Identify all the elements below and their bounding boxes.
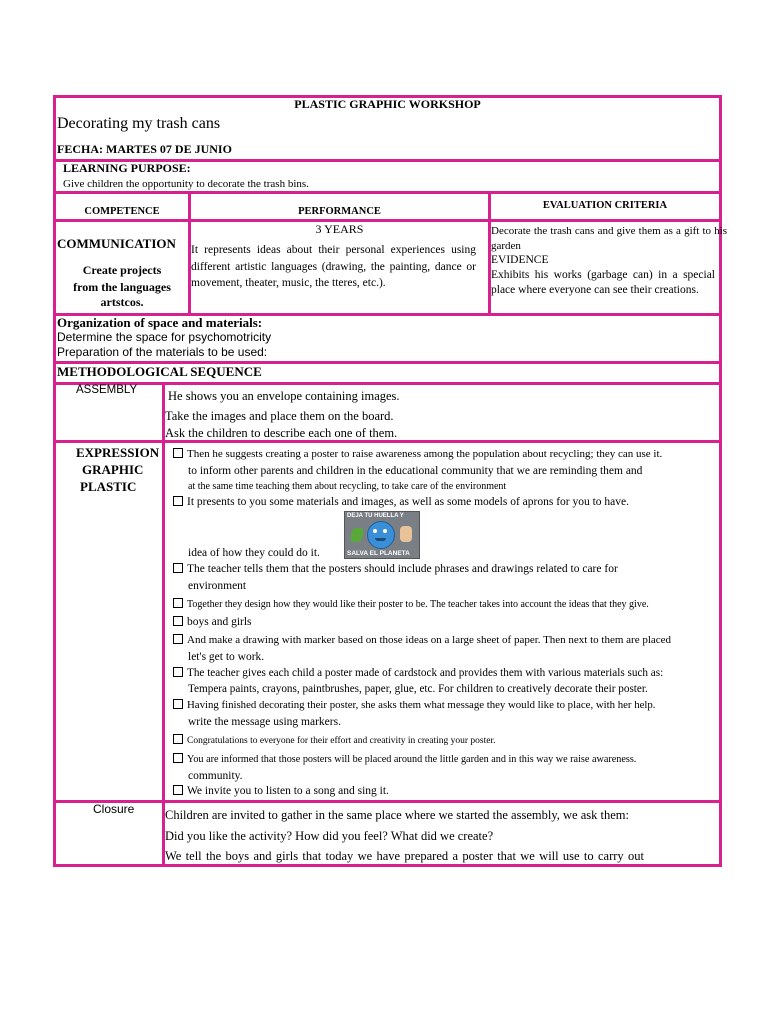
checkbox-bullet-icon: [173, 699, 183, 709]
assembly-label: ASSEMBLY: [76, 384, 138, 396]
hand-icon: [400, 526, 412, 542]
evaluation-criteria-text: Decorate the trash cans and give them as a gift to his garden: [491, 225, 727, 252]
leaf-icon: [351, 528, 363, 542]
list-item-continuation: to inform other parents and children in the educational community that we are reminding them and: [188, 465, 643, 477]
checkbox-bullet-icon: [173, 616, 183, 626]
closure-line-2: Did you like the activity? How did you feel? What did we create?: [165, 829, 494, 843]
list-item-continuation: environment: [188, 580, 247, 592]
performance-header: PERFORMANCE: [298, 206, 381, 217]
checkbox-bullet-icon: [173, 753, 183, 763]
expression-label-2: GRAPHIC: [82, 462, 144, 477]
list-item: You are informed that those posters will be placed around the little garden and in this way we raise awareness.: [173, 752, 636, 767]
closure-label: Closure: [93, 802, 135, 816]
competence-line-1: Create projects: [82, 263, 162, 277]
performance-description: It represents ideas about their personal experiences using different artistic languages (drawing, the painting, dance or movement, theater, music, the tteres, etc.).: [191, 244, 476, 289]
list-item: Congratulations to everyone for their effort and creativity in creating your poster.: [173, 734, 495, 749]
list-item-continuation: Tempera paints, crayons, paintbrushes, paper, glue, etc. For children to creatively decorate their poster.: [188, 683, 648, 695]
performance-age: 3 YEARS: [315, 222, 364, 236]
evidence-label: EVIDENCE: [491, 254, 549, 266]
date-line: FECHA: MARTES 07 DE JUNIO: [57, 142, 232, 156]
list-item: boys and girls: [173, 615, 252, 630]
list-item-continuation: idea of how they could do it.: [188, 547, 320, 559]
list-item-continuation: community.: [188, 770, 243, 782]
list-item: Then he suggests creating a poster to raise awareness among the population about recycling; they can use it.: [173, 447, 662, 462]
recycling-poster-image: DEJA TU HUELLA Y SALVA EL PLANETA: [344, 511, 420, 559]
competence-line-2: from the languages: [73, 280, 171, 294]
competence-header: COMPETENCE: [84, 206, 160, 217]
closure-line-3: We tell the boys and girls that today we have prepared a poster that we will use to carry out: [165, 849, 644, 863]
earth-icon: [367, 521, 395, 549]
assembly-line-1: He shows you an envelope containing images.: [168, 389, 400, 403]
checkbox-bullet-icon: [173, 598, 183, 608]
list-item: Having finished decorating their poster, she asks them what message they would like to place, with her help.: [173, 698, 656, 713]
list-item: We invite you to listen to a song and sing it.: [173, 784, 389, 799]
sequence-title: METHODOLOGICAL SEQUENCE: [57, 364, 262, 379]
organization-line-2: Preparation of the materials to be used:: [57, 345, 268, 359]
list-item: The teacher gives each child a poster made of cardstock and provides them with various materials such as:: [173, 666, 663, 681]
competence-name: COMMUNICATION: [57, 236, 176, 251]
list-item-continuation: at the same time teaching them about recycling, to take care of the environment: [188, 481, 507, 492]
list-item: The teacher tells them that the posters should include phrases and drawings related to care for: [173, 562, 618, 577]
checkbox-bullet-icon: [173, 667, 183, 677]
evidence-text: Exhibits his works (garbage can) in a special place where everyone can see their creations.: [491, 269, 715, 296]
checkbox-bullet-icon: [173, 634, 183, 644]
checkbox-bullet-icon: [173, 496, 183, 506]
closure-line-1: Children are invited to gather in the same place where we started the assembly, we ask them:: [165, 808, 629, 822]
evaluation-header: EVALUATION CRITERIA: [542, 200, 668, 211]
list-item: It presents to you some materials and images, as well as some models of aprons for you to have.: [173, 495, 629, 510]
checkbox-bullet-icon: [173, 785, 183, 795]
assembly-line-3: Ask the children to describe each one of them.: [165, 426, 398, 440]
list-item-continuation: write the message using markers.: [188, 716, 341, 728]
list-item: And make a drawing with marker based on those ideas on a large sheet of paper. Then next to them are placed: [173, 633, 671, 648]
competence-line-3: artstcos.: [100, 295, 144, 309]
organization-line-1: Determine the space for psychomotricity: [57, 330, 272, 344]
assembly-line-2: Take the images and place them on the board.: [165, 409, 394, 423]
checkbox-bullet-icon: [173, 734, 183, 744]
checkbox-bullet-icon: [173, 563, 183, 573]
workshop-title: PLASTIC GRAPHIC WORKSHOP: [294, 97, 481, 111]
list-item-continuation: let's get to work.: [188, 651, 265, 663]
activity-title: Decorating my trash cans: [57, 115, 221, 132]
expression-label-1: EXPRESSION: [76, 445, 160, 460]
learning-purpose-label: LEARNING PURPOSE:: [63, 161, 191, 175]
list-item: Together they design how they would like their poster to be. The teacher takes into account the ideas that they give.: [173, 597, 649, 612]
organization-title: Organization of space and materials:: [57, 315, 263, 330]
expression-label-3: PLASTIC: [80, 479, 137, 494]
checkbox-bullet-icon: [173, 448, 183, 458]
learning-purpose-text: Give children the opportunity to decorate the trash bins.: [63, 178, 309, 190]
